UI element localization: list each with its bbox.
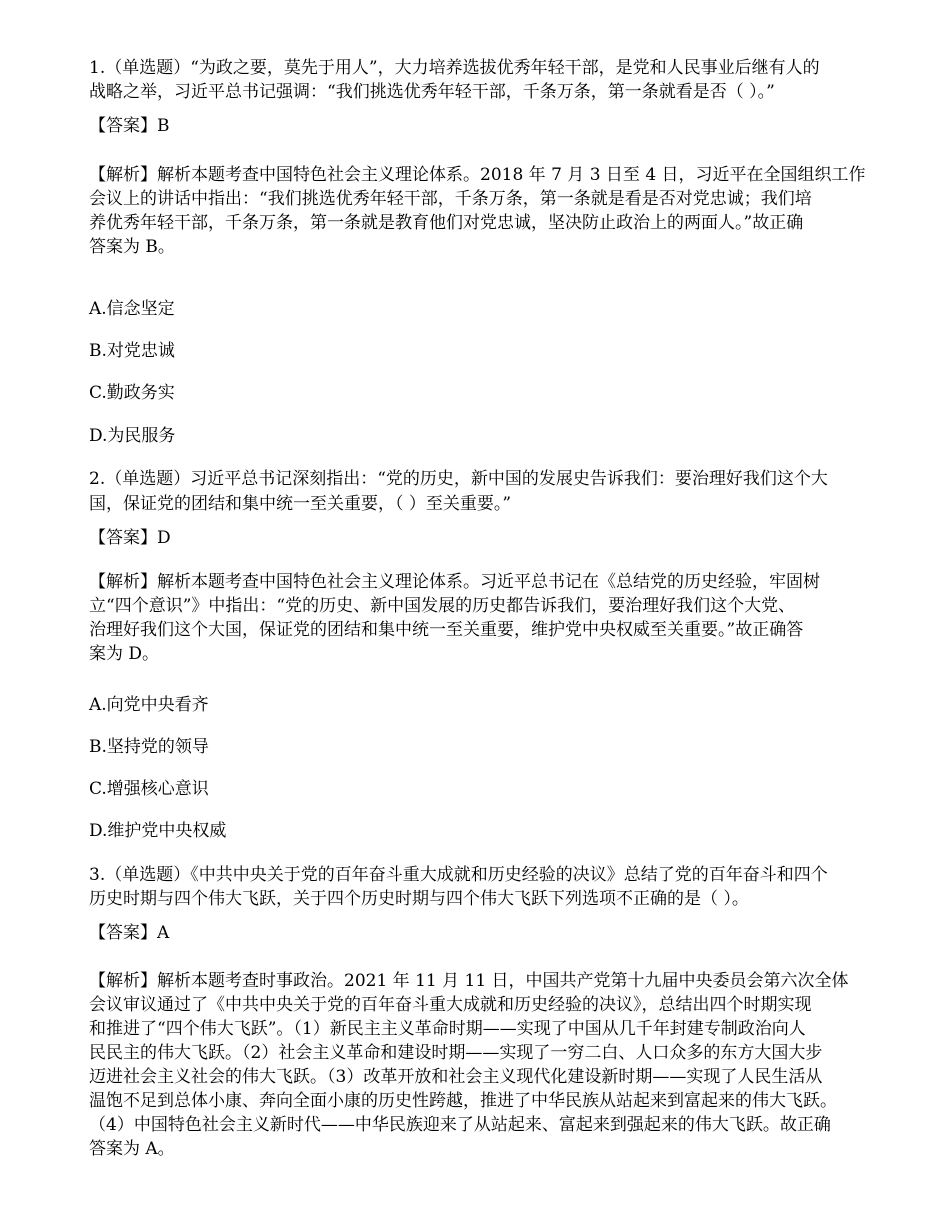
analysis-text: （4）中国特色社会主义新时代——中华民族迎来了从站起来、富起来到强起来的伟大飞跃。故正确 [89,1115,831,1135]
option-d: D.为民服务 [89,426,176,446]
answer-label: 【答案】D [89,528,171,548]
question-stem: 历史时期与四个伟大飞跃，关于四个历史时期与四个伟大飞跃下列选项不正确的是（ ）。 [89,889,749,909]
question-stem: 国，保证党的团结和集中统一至关重要，（ ）至关重要。” [89,494,512,514]
option-a: A.信念坚定 [89,299,175,319]
question-stem: 1.（单选题）“为政之要，莫先于用人”，大力培养选拔优秀年轻干部，是党和人民事业后继有人的 [89,58,820,78]
answer-label: 【答案】B [89,116,170,136]
analysis-text: 【解析】解析本题考查中国特色社会主义理论体系。习近平总书记在《总结党的历史经验，牢固树 [89,572,820,592]
analysis-text: 会议审议通过了《中共中央关于党的百年奋斗重大成就和历史经验的决议》，总结出四个时期实现 [89,995,812,1015]
option-c: C.增强核心意识 [89,779,209,799]
analysis-text: 案为 D。 [89,644,160,664]
analysis-text: 立“四个意识”》中指出：“党的历史、新中国发展的历史都告诉我们，要治理好我们这个大党、 [89,596,796,616]
option-c: C.勤政务实 [89,383,175,403]
analysis-text: 和推进了“四个伟大飞跃”。（1）新民主主义革命时期——实现了中国从几千年封建专制政治向人 [89,1019,806,1039]
option-d: D.维护党中央权威 [89,821,227,841]
analysis-text: 答案为 B。 [89,237,175,257]
analysis-text: 温饱不足到总体小康、奔向全面小康的历史性跨越，推进了中华民族从站起来到富起来的伟大飞跃。 [89,1091,837,1111]
option-b: B.坚持党的领导 [89,737,209,757]
analysis-text: 养优秀年轻干部，千条万条，第一条就是教育他们对党忠诚，坚决防止政治上的两面人。”故正确 [89,213,804,233]
question-stem: 3.（单选题）《中共中央关于党的百年奋斗重大成就和历史经验的决议》总结了党的百年奋斗和四个 [89,865,828,885]
answer-label: 【答案】A [89,923,170,943]
question-stem: 2.（单选题）习近平总书记深刻指出：“党的历史，新中国的发展史告诉我们：要治理好我们这个大 [89,469,828,489]
question-stem: 战略之举，习近平总书记强调：“我们挑选优秀年轻干部，千条万条，第一条就看是否（ ）。” [89,82,775,102]
option-b: B.对党忠诚 [89,341,175,361]
analysis-text: 会议上的讲话中指出：“我们挑选优秀年轻干部，千条万条，第一条就是看是否对党忠诚；我们培 [89,189,812,209]
analysis-text: 迈进社会主义社会的伟大飞跃。（3）改革开放和社会主义现代化建设新时期——实现了人民生活从 [89,1067,823,1087]
analysis-text: 【解析】解析本题考查中国特色社会主义理论体系。2018 年 7 月 3 日至 4 日，习近平在全国组织工作 [89,165,866,185]
analysis-text: 【解析】解析本题考查时事政治。2021 年 11 月 11 日，中国共产党第十九届中央委员会第六次全体 [89,971,849,991]
analysis-text: 答案为 A。 [89,1139,175,1159]
analysis-text: 治理好我们这个大国，保证党的团结和集中统一至关重要，维护党中央权威至关重要。”故正确答 [89,620,804,640]
option-a: A.向党中央看齐 [89,695,209,715]
analysis-text: 民民主的伟大飞跃。（2）社会主义革命和建设时期——实现了一穷二白、人口众多的东方大国大步 [89,1043,823,1063]
